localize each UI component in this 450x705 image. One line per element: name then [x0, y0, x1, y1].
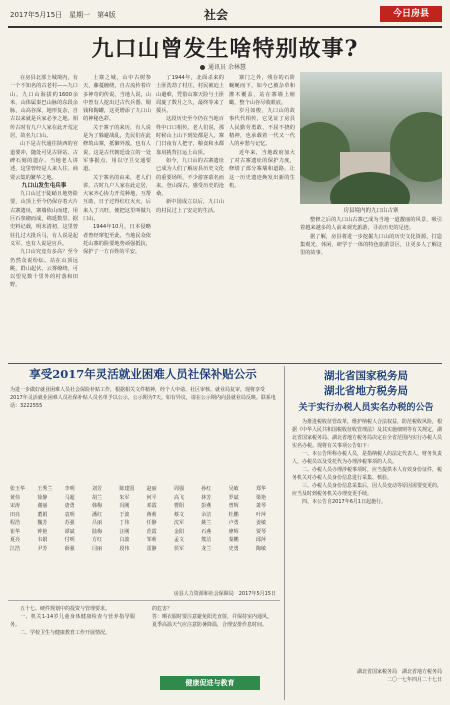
person-name: 付明: [64, 537, 75, 543]
person-name: 邹莉: [146, 537, 157, 543]
paragraph: 的危害？: [152, 606, 173, 612]
person-name: 谭斌: [64, 528, 75, 535]
person-name: 谢丽: [37, 503, 48, 509]
person-name: 孟文: [173, 537, 184, 543]
tax-signature-org: 湖北省国家税务局 湖北省地方税务局: [356, 669, 442, 675]
person-name: 张玉华: [10, 486, 26, 492]
paragraph: 寨门之外，残存的石阶蜿蜒而下，如今已被杂草和灌木覆盖，站在寨墙上俯瞰，整个山谷尽收眼底。: [229, 75, 295, 106]
header-date: 2017年5月15日 星期一 第4版: [10, 11, 116, 19]
person-name: 侯军: [173, 545, 184, 552]
person-name: 丁伟: [119, 520, 130, 526]
paragraph: 土寨之城，山中古树参天，藤蔓缠绕，自古流传着许多神奇的传说。当地人说，山中曾有人挖出过古代兵器、铜钱和陶罐，这更增添了九口山的神秘色彩。: [83, 75, 151, 123]
person-name: 魏芳: [37, 520, 48, 526]
paragraph: 1944年10月，日本侵略者曾经窜犯至此，当地民众依托山寨的险要地势顽强抵抗，保护了一方百姓的平安。: [83, 224, 151, 256]
paragraph: 如今，九口山的古寨遗址已成为人们了解房县历史文化的重要场所，不少游客慕名而来，登山探古，感受历史的沧桑。: [156, 157, 224, 198]
photo-caption: 房县境内的九口山古寨: [343, 208, 399, 214]
article-byline: [200, 62, 246, 71]
person-name: 秦鹏: [228, 537, 239, 543]
tax-title-national: 湖北省国家税务局: [324, 370, 408, 382]
person-name: 曾辉: [228, 503, 239, 509]
person-name: 汪刚: [119, 528, 130, 535]
person-name: 夏亮: [10, 537, 21, 543]
paragraph: 一、本公告所称办税人员，是指纳税人的法定代表人、财务负责人、办税员以及受托代为办理涉税事项的人员。: [292, 451, 442, 465]
paragraph: 山下是古代通往陕西的官道要冲，随处可见古驿站、古碑石刻的遗存。当地老人讲述，这里曾经是人来人往、商贾云集的繁华之地。: [10, 141, 78, 181]
person-name: 杜鹏: [228, 511, 239, 518]
person-name: 韩梅: [91, 503, 102, 509]
person-name: 贾琴: [255, 528, 266, 535]
notice-body: 为进一步做好就业困难人员社会保险补贴工作，根据相关文件精神，经个人申请、社区审核、就业局复审，现将享受2017年灵活就业困难人员社保补贴人员名单予以公示，公示期为7天。如有异议，请在公示期内向县就业局反映。联系电话：3222555: [10, 387, 276, 409]
person-name: 蒋莉: [146, 511, 157, 518]
person-name: 江浩: [10, 545, 21, 552]
person-name: 冯刚: [119, 503, 130, 509]
person-name: 尹芳: [37, 545, 48, 552]
person-name: 朱军: [119, 494, 130, 501]
paragraph: 二、学校卫生与健康教育工作开展情况。: [20, 630, 111, 636]
article-column-3: [156, 74, 224, 359]
tax-title-local: 湖北省地方税务局: [324, 385, 408, 397]
person-name: 邱萍: [255, 537, 266, 543]
article-title: 九口山曾发生啥特别故事?: [91, 36, 359, 62]
tax-signature-date: 二〇一七年四月二十七日: [386, 677, 442, 683]
paragraph: 一、机关1-14岁儿童身体健康检查与营养指导服务。: [10, 614, 135, 628]
person-name: 龙兰: [201, 545, 212, 552]
person-name: 彭燕: [201, 503, 212, 509]
person-name: 余洁: [201, 511, 212, 518]
paragraph: 关于寨子的来历，有人说是为了躲避战乱，先民们在此修筑山寨，抵御外敌。也有人说，这是古代朝廷设立的一处军事据点，用以守卫交通要道。: [83, 124, 151, 173]
person-name: 卢勇: [228, 520, 239, 526]
byline-text: 通讯员 余林慧: [208, 64, 246, 71]
newspaper-logo: 今日房县: [380, 6, 442, 22]
person-name: 任静: [146, 520, 157, 526]
page-header: [8, 4, 442, 28]
header-section: 社会: [204, 8, 229, 22]
article-subhead: 九口山发生屯兵事: [21, 182, 67, 189]
paragraph: 近年来，当地政府加大了对古寨遗址的保护力度，修缮了部分寨墙和道路，让这一历史遗迹焕发出新的生机。: [229, 149, 295, 189]
person-name: 石燕: [201, 528, 212, 535]
person-name: 胡兰: [91, 494, 102, 501]
notice-names-list: [10, 485, 276, 597]
paragraph: 整修之后的九口山古寨已成为当地一道靓丽的风景，吸引着越来越多的人前来观光旅游，寻访历史的足迹。: [300, 217, 442, 232]
person-name: 薛强: [64, 545, 75, 552]
person-name: 沈军: [173, 520, 184, 526]
person-name: 雷静: [146, 545, 157, 552]
article-photo: [300, 72, 442, 204]
person-name: 黄伟: [10, 494, 21, 501]
person-name: 段伟: [119, 545, 130, 552]
person-name: 赵丽: [146, 486, 157, 492]
names-row: [10, 536, 276, 545]
person-name: 高飞: [173, 494, 184, 501]
section-divider: [8, 600, 280, 601]
person-name: 宋涛: [10, 503, 21, 509]
person-name: 董娟: [37, 511, 48, 518]
person-name: 姜敏: [255, 520, 266, 526]
health-column-mid: [142, 605, 278, 675]
person-name: 崔华: [10, 528, 21, 535]
person-name: 罗斌: [228, 494, 239, 501]
person-name: 陈建国: [119, 486, 135, 492]
tax-signature: [292, 668, 442, 684]
person-name: 蔡文: [173, 511, 184, 518]
section-divider: [8, 363, 442, 364]
paragraph: 这段历史至今仍在当地百姓中口口相传。老人们说，那时候山上山下到处都是人，寨门日夜有人把守，粮食和水都靠肩挑背扛运上山顶。: [156, 116, 224, 156]
tax-announcement-title: 关于实行办税人员实名办税的公告: [298, 403, 434, 413]
paragraph: 五十七、硬件规划中的投资与管理要求。: [20, 606, 111, 612]
person-name: 萧琴: [255, 503, 266, 509]
person-name: 马超: [64, 494, 75, 501]
person-name: 袁明: [64, 511, 75, 518]
paragraph: 四、本公告自2017年6月1日起施行。: [302, 499, 387, 505]
health-banner: 健康促进与教育: [160, 676, 260, 690]
notice-title: 享受2017年灵活就业困难人员社保补贴公示: [29, 367, 257, 381]
person-name: 陆梅: [91, 528, 102, 535]
person-name: 吴敏: [228, 486, 239, 492]
person-name: 吕丽: [91, 520, 102, 526]
paragraph: 答：晒衣服时要注意避免阳光直射，并保持室内通风。: [152, 614, 273, 620]
person-name: 于波: [119, 511, 130, 518]
names-row: [10, 494, 276, 503]
paragraph: 据了解，房县将进一步挖掘九口山的历史文化资源，打造集观光、休闲、研学于一体的特色旅游景区，让更多人了解这里的故事。: [300, 233, 442, 257]
person-name: 潘红: [91, 511, 102, 518]
person-name: 邓霞: [146, 503, 157, 509]
person-name: 林芳: [201, 494, 212, 501]
person-name: 徐静: [37, 494, 48, 501]
health-column-left: [10, 605, 135, 700]
paragraph: 关于寨名的由来，老人们讲，古时九户人家在此定居，大家齐心协力开荒种地，互帮互助，日子过得红红火火，后来人丁兴旺，便把这里叫做九口山。: [83, 174, 151, 223]
person-name: 程浩: [10, 520, 21, 526]
person-name: 李明: [64, 486, 75, 492]
person-name: 田亮: [10, 511, 21, 518]
person-name: 苏强: [64, 520, 75, 526]
person-name: 孙红: [201, 486, 212, 492]
person-name: 郑华: [255, 486, 266, 492]
person-name: 方红: [91, 537, 102, 543]
person-name: 范霞: [146, 528, 157, 535]
person-name: 唐勇: [64, 503, 75, 509]
person-name: 白波: [119, 537, 130, 543]
names-row: [10, 485, 276, 494]
names-row: [10, 502, 276, 511]
person-name: 陶敏: [255, 545, 266, 552]
person-name: 金阳: [173, 528, 184, 535]
column-divider: [284, 366, 285, 700]
person-name: 曹阳: [173, 503, 184, 509]
article-column-5: [300, 216, 442, 359]
article-column-4: [229, 74, 295, 359]
paragraph: 岁月如梭，九口山的故事代代相传，它见证了房县人民勤劳勇敢、不屈不挠的精神，也承载着一代又一代人的乡愁与记忆。: [229, 108, 295, 148]
person-name: 廖辉: [228, 528, 239, 535]
person-name: 梁艳: [255, 494, 266, 501]
notice-footer: 房县人力资源和社会保障局 2017年5月15日: [173, 591, 276, 597]
person-name: 熊洁: [201, 537, 212, 543]
person-name: 刘芳: [91, 486, 102, 492]
paragraph: 新中国成立以后，九口山的村民过上了安定的生活。: [156, 199, 224, 214]
paragraph: 在房县北部土城境内，有一个不知名的古老村——九口山。九口山海拔约1600余米，山体属秦巴山脉的东段余脉，山高谷深，地形复杂，自古以来就是兵家必争之地。相传古时有九户人家在此开荒定居，故名九口山。: [10, 75, 78, 140]
person-name: 姚兰: [201, 520, 212, 526]
paragraph: 夏季高温天气应注意防暑降温，合理安排作息时间。: [152, 622, 268, 628]
names-row: [10, 519, 276, 528]
names-row: [10, 511, 276, 520]
paragraph: 了1944年，北面杀来的土匪洗劫了村庄，村民被迫上山避难，凭借山寨天险与土匪周旋了数月之久，最终等来了援兵。: [156, 75, 224, 115]
article-column-2: [83, 74, 151, 359]
person-name: 闫丽: [91, 545, 102, 552]
paragraph: 九口山究竟有多高？至今仍然众说纷纭。站在山顶远眺，群山起伏，云雾缭绕，可以望见数十里外的村落和田野。: [10, 249, 78, 289]
person-name: 王秀兰: [37, 486, 53, 492]
paragraph: 二、办税人员办理涉税事项时，应当提供本人有效身份证件，税务机关对办税人员身份信息进行采集、核验。: [292, 467, 442, 481]
person-name: 叶萍: [255, 511, 266, 518]
names-row: [10, 545, 276, 554]
article-column-1: [10, 74, 78, 359]
person-name: 何平: [146, 494, 157, 501]
paragraph: 为推进税收征管改革，维护纳税人合法权益，防范税收风险，根据《中华人民共和国税收征收管理法》及其实施细则等有关规定，湖北省国家税务局、湖北省地方税务局决定在全省范围内实行办税人员实名办税。现将有关事项公告如下：: [292, 419, 442, 449]
person-name: 钟艳: [37, 528, 48, 535]
person-name: 周强: [173, 486, 184, 492]
paragraph: 三、办税人员身份信息采集后，因人员变动等原因需要变更的，应当及时到税务机关办理变更手续。: [292, 483, 442, 497]
names-row: [10, 528, 276, 537]
person-name: 史勇: [228, 545, 239, 552]
bullet-icon: [200, 65, 205, 70]
tax-announcement-body: [292, 418, 442, 658]
person-name: 韦娟: [37, 537, 48, 543]
paragraph: 九口山过于陡峭且地势险要，山顶上至今仍保存着大片古寨遗址，寨墙依山而建，用巨石垒砌而成，绵延数里。据史料记载，明末清初，这里曾驻扎过大批兵马，有人说是起义军，也有人说是官兵。: [10, 191, 78, 247]
photo-tree: [390, 112, 442, 182]
